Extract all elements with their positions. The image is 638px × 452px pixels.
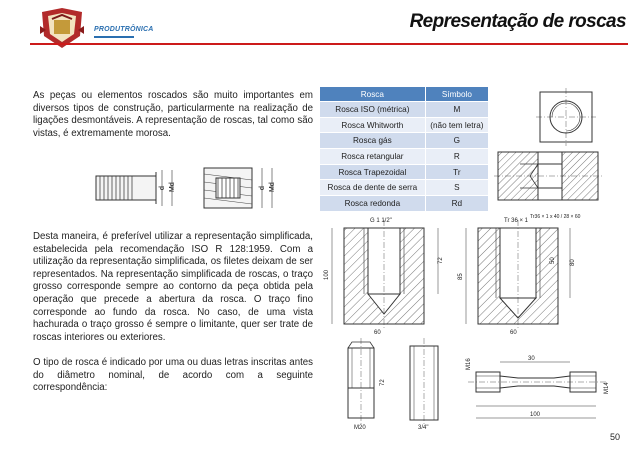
- thread-name: Rosca Whitworth: [320, 117, 426, 133]
- simplified-paragraph: Desta maneira, é preferível utilizar a representação simplificada, estabelecida pela recomendação ISO R 128:1959. Com a utilização da representação simplificada, os filetes deixam de ser representados. Na representação simplificada de roscas, o traço grosso corresponde sempre ao contorno da peça obtida pela operação que precede a abertura da rosca. O traço fino corresponde ao fundo da rosca. No caso, de uma vista hachurada o traço grosso é sempre o limitante, quer ser trate de roscas interiores ou exteriores.: [33, 231, 313, 343]
- table-row: [320, 102, 489, 118]
- thread-symbol: S: [425, 180, 488, 196]
- dim-60b: 60: [510, 330, 517, 336]
- dim-85: 85: [458, 273, 464, 280]
- label-whitworth: 3/4": [418, 425, 429, 431]
- thread-symbol: Tr: [425, 164, 488, 180]
- table-row: [320, 117, 489, 133]
- intro-paragraph: As peças ou elementos roscados são muito importantes em diversos tipos de construção, particularmente na realização de ligações desmontáveis. A representação de roscas, tal como são vistas, é extremamente morosa.: [33, 90, 313, 139]
- table-row: [320, 164, 489, 180]
- label-md-nut: Md: [269, 182, 276, 192]
- dim-100b: 100: [530, 412, 541, 418]
- thread-name: Rosca retangular: [320, 149, 426, 165]
- table-row: [320, 196, 489, 212]
- label-md: Md: [169, 182, 176, 192]
- thread-symbol: Rd: [425, 196, 488, 212]
- dim-72: 72: [438, 257, 444, 264]
- stud-bolt-drawings: [318, 336, 623, 432]
- dim-80: 80: [570, 259, 576, 266]
- thread-name: Rosca redonda: [320, 196, 426, 212]
- dim-100: 100: [324, 269, 330, 280]
- dim-30: 30: [528, 356, 535, 362]
- label-tr2: Tr36 × 1 x 40 / 28 × 60: [530, 214, 581, 220]
- label-g: G 1 1/2": [370, 218, 392, 224]
- thread-name: Rosca de dente de serra: [320, 180, 426, 196]
- thread-symbol-table: [319, 86, 489, 212]
- label-tr: Tr 36 × 1: [504, 218, 528, 224]
- thread-name: Rosca gás: [320, 133, 426, 149]
- thread-name: Rosca Trapezoidal: [320, 164, 426, 180]
- threaded-hole-drawing: [490, 86, 620, 218]
- table-row: [320, 180, 489, 196]
- brand-underline: [94, 36, 134, 38]
- table-row: [320, 133, 489, 149]
- label-m16: M16: [466, 358, 472, 370]
- label-d-nut: d: [259, 186, 266, 190]
- thread-symbol: G: [425, 133, 488, 149]
- label-d: d: [159, 186, 166, 190]
- thread-name: Rosca ISO (métrica): [320, 102, 426, 118]
- page-number: 50: [609, 432, 620, 442]
- dim-60: 60: [374, 330, 381, 336]
- dim-50: 50: [550, 257, 556, 264]
- letters-paragraph: O tipo de rosca é indicado por uma ou duas letras inscritas antes do diâmetro nominal, de acordo com a seguinte correspondência:: [33, 357, 313, 394]
- header-rosca: Rosca: [320, 87, 426, 102]
- dim-72b: 72: [380, 379, 386, 386]
- title-rule: [30, 43, 628, 45]
- label-m20: M20: [354, 425, 366, 431]
- bolt-nut-drawing: [92, 160, 292, 216]
- brand-logo: PRODUTRÔNICA: [94, 26, 154, 33]
- label-m14: M14: [604, 382, 610, 394]
- table-header-row: [320, 87, 489, 102]
- thread-symbol: R: [425, 149, 488, 165]
- header-simbolo: Símbolo: [425, 87, 488, 102]
- table-row: [320, 149, 489, 165]
- page-title: Representação de roscas: [409, 11, 626, 32]
- thread-symbol: M: [425, 102, 488, 118]
- threaded-bore-drawings: [318, 214, 623, 336]
- thread-symbol: (não tem letra): [425, 117, 488, 133]
